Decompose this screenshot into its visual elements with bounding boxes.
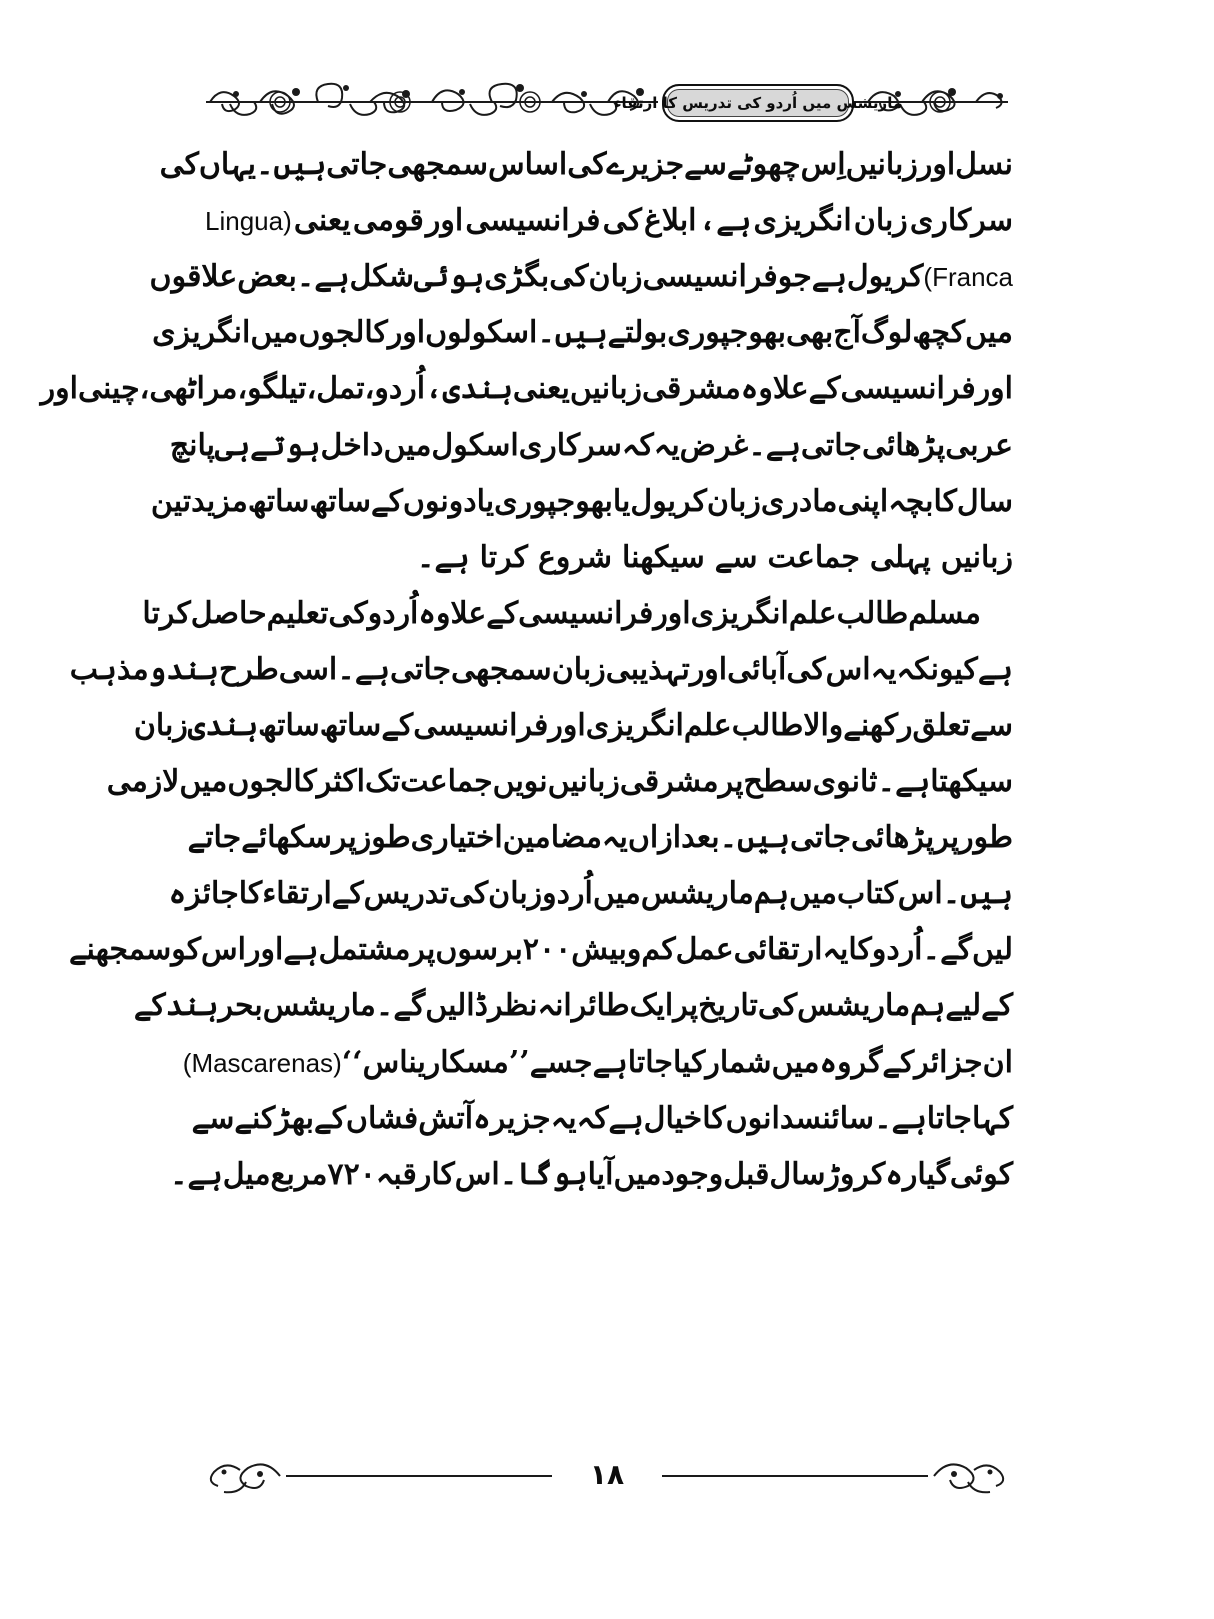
text-word: جو (777, 259, 812, 295)
text-word: جماعت (767, 539, 860, 575)
text-word: کروڑ (825, 1156, 886, 1192)
text-word: تدریس (363, 876, 449, 912)
text-word: ایک (629, 988, 674, 1024)
page-footer (200, 1452, 1014, 1500)
text-word: کے (331, 876, 364, 912)
text-word: کہا (971, 1100, 1013, 1136)
text-word: دونوں (402, 483, 477, 519)
text-word: ہم (753, 876, 790, 912)
text-word: طور (959, 820, 1013, 856)
text-word: ہے، (698, 203, 752, 239)
text-word: اور (689, 651, 728, 687)
text-word: اپنی (837, 483, 889, 519)
text-word: بعد (681, 820, 720, 856)
text-word: جاتی (800, 427, 862, 463)
text-word: اور (246, 932, 284, 968)
text-word: تہذیبی (605, 651, 690, 687)
text-word: یا (612, 483, 631, 519)
text-line (182, 1035, 1013, 1091)
text-word: کہ (576, 1100, 609, 1136)
text-word: طوز (356, 820, 411, 856)
text-word: نظر (487, 988, 538, 1024)
text-word: پانچ (169, 427, 216, 463)
text-word: زبان (551, 651, 606, 687)
text-word: اسی (278, 651, 338, 687)
text-line (150, 474, 1013, 530)
text-word: کی (602, 203, 642, 239)
text-word: انگریزی (753, 203, 852, 239)
text-word: ارتقاء (262, 876, 332, 912)
text-word: ہے (283, 932, 319, 968)
text-word: تمل، (306, 371, 365, 407)
text-word: کہ (621, 427, 654, 463)
text-word: میل (222, 1156, 271, 1192)
text-word: تک (365, 764, 401, 800)
text-word: جزائر (914, 1044, 983, 1080)
text-word: ڈالیں (425, 988, 488, 1024)
text-word: اس (897, 876, 943, 912)
text-word: والا (803, 707, 844, 743)
text-line (205, 193, 1013, 249)
text-word: جاتی (326, 147, 388, 183)
text-word: سال (769, 1156, 826, 1192)
text-word: فرانسیسی (518, 595, 654, 631)
text-word: اس (201, 932, 246, 968)
text-word: سکھائے (241, 820, 332, 856)
text-word: تین (150, 483, 192, 519)
text-word: گے۔ (375, 988, 426, 1024)
text-word: جاتا (627, 1044, 673, 1080)
text-word: مادری (760, 483, 838, 519)
text-word: فرانسیسی (413, 707, 549, 743)
text-word: ہے (608, 1100, 644, 1136)
text-word: کالجوں (227, 764, 317, 800)
text-word: یہاں (198, 147, 256, 183)
text-line (187, 810, 1013, 866)
text-word: میں (771, 1044, 820, 1080)
text-word: کیونکہ (896, 651, 978, 687)
text-word: کریول (630, 483, 707, 519)
text-word: زبان (706, 483, 761, 519)
header-title: ماریشس میں اُردو کی تدریس کا ارتقاء (613, 94, 903, 112)
text-word: مذہب (69, 651, 149, 687)
text-word: اُردو (542, 876, 593, 912)
text-word: آتش (418, 1100, 474, 1136)
text-word: بھوجپوری (494, 483, 613, 519)
text-word: کی (328, 595, 368, 631)
text-word: سرکاری (909, 203, 1013, 239)
text-word: پڑھائی (851, 820, 935, 856)
text-word: تیلگو، (237, 371, 307, 407)
text-word: جاتی (389, 651, 452, 687)
text-word: جزیرہ (473, 1100, 551, 1136)
text-word: جاتا (926, 1100, 972, 1136)
text-word: بھوجپوری (667, 315, 787, 351)
text-word: سائنسدانوں (725, 1100, 875, 1136)
text-word: ہندی (187, 707, 259, 743)
text-word: و (626, 932, 642, 968)
text-line (169, 1147, 1013, 1203)
text-word: زبان (853, 203, 908, 239)
text-word: ہے۔ (296, 259, 350, 295)
text-word: مضامین (502, 820, 602, 856)
header-title-cartouche (613, 84, 903, 122)
text-word: ہے۔ (877, 764, 931, 800)
text-word: قبل (723, 1156, 770, 1192)
text-word: سرکاری (518, 427, 622, 463)
text-word: اور (653, 595, 691, 631)
text-word: طالب (836, 595, 909, 631)
text-word: پر (331, 820, 357, 856)
text-word: شروع (537, 539, 613, 575)
text-word: فرانسیسی (465, 203, 601, 239)
text-word: اور (387, 315, 426, 351)
text-line (191, 1091, 1013, 1147)
text-word: رکھنے (843, 707, 913, 743)
text-word: بولتے (607, 315, 668, 351)
text-word: پر (673, 988, 699, 1024)
text-word: ۷۲۰ (327, 1156, 376, 1192)
text-word: فشاں (345, 1100, 419, 1136)
text-word: کی (159, 147, 199, 183)
text-word: ہوئی (413, 259, 485, 295)
text-line (169, 417, 1013, 473)
text-word: ہے۔ (169, 1156, 223, 1192)
text-word: برسوں (435, 932, 523, 968)
text-word: ازاں (627, 820, 682, 856)
text-line (133, 698, 1013, 754)
text-word: گے۔ (922, 932, 972, 968)
text-word: سیکھنا (622, 539, 705, 575)
text-line (152, 305, 1013, 361)
text-word: کالجوں (298, 315, 388, 351)
text-word: لیے (945, 988, 982, 1024)
text-word: زبانیں (569, 371, 643, 407)
text-word: رقبہ (375, 1156, 432, 1192)
text-word: کرتا (142, 595, 191, 631)
text-word: وجود (661, 1156, 724, 1192)
text-word: اختیاری (410, 820, 503, 856)
text-word: اُردو، (364, 371, 426, 407)
text-word: بھی (786, 315, 834, 351)
text-word: کا (848, 932, 872, 968)
text-word: علاقوں (149, 259, 238, 295)
text-word: زبان (133, 707, 188, 743)
text-word: مسلم (908, 595, 981, 631)
text-word: کے (882, 1044, 915, 1080)
text-word: ہیں۔ (255, 147, 327, 183)
text-word: کی (567, 147, 607, 183)
text-word: کی (549, 259, 589, 295)
text-word: سال (956, 483, 1013, 519)
text-word: (Lingua (205, 206, 292, 237)
text-word: سمجھنے (68, 932, 172, 968)
text-word: طرح (218, 651, 279, 687)
text-word: لازمی (106, 764, 180, 800)
text-word: چھوٹے (726, 147, 801, 183)
text-word: میں (789, 876, 837, 912)
text-word: (Mascarenas) (182, 1047, 342, 1078)
text-word: سمجھی (387, 147, 489, 183)
text-word: ہیں۔ (537, 315, 608, 351)
text-word: گیارہ (885, 1156, 950, 1192)
text-word: یہ (822, 932, 849, 968)
text-word: زبانیں (547, 764, 620, 800)
text-word: مشتمل (318, 932, 411, 968)
text-word: زبانیں (845, 147, 918, 183)
text-word: مربع (270, 1156, 328, 1192)
text-word: طالب (731, 707, 804, 743)
text-word: لوگ (860, 315, 913, 351)
text-word: تعلیم (266, 595, 329, 631)
text-word: ہیں۔ (719, 820, 790, 856)
text-word: ہے۔ (748, 427, 801, 463)
text-word: کی (757, 988, 798, 1024)
text-line (159, 137, 1013, 193)
text-word: اُردو (871, 932, 923, 968)
text-word: کے (314, 1100, 346, 1136)
text-word: بعض (237, 259, 297, 295)
text-word: یعنی (293, 203, 351, 239)
text-word: تعلق (912, 707, 971, 743)
text-word: مشرقی (642, 371, 741, 407)
text-word: علم (788, 595, 837, 631)
text-word: اور (548, 707, 586, 743)
text-word: ہوتے (250, 427, 321, 463)
text-word: حاصل (190, 595, 267, 631)
text-word: میں (179, 764, 228, 800)
text-word: یعنی (512, 371, 570, 407)
text-word: میں (592, 876, 641, 912)
text-word: بچہ (888, 483, 934, 519)
text-word: علاوہ (418, 595, 487, 631)
text-word: سے (714, 539, 758, 575)
text-word: یہ (870, 651, 897, 687)
text-word: پڑھائی (861, 427, 946, 463)
text-word: یہ (653, 427, 680, 463)
text-word: کے (381, 707, 414, 743)
text-word: نویں (492, 764, 548, 800)
text-line (168, 866, 1013, 922)
text-word: ساتھ (319, 707, 382, 743)
text-word: کم (641, 932, 676, 968)
text-word: ساتھ (309, 483, 372, 519)
text-word: ابلاغ (644, 203, 697, 239)
text-word: کے (808, 371, 841, 407)
text-word: خیال (643, 1100, 703, 1136)
text-word: قومی (352, 203, 424, 239)
text-word: علاوہ (740, 371, 809, 407)
text-word: عمل (675, 932, 734, 968)
text-word: کیا (672, 1044, 706, 1080)
text-line (69, 642, 1013, 698)
text-word: سے (684, 147, 727, 183)
text-word: ہے۔ (416, 539, 470, 575)
text-word: ہوگا۔ (499, 1156, 588, 1192)
text-word: ہے (811, 259, 847, 295)
text-line (68, 922, 1013, 978)
text-word: ماریشس (797, 988, 911, 1024)
text-word: اور (40, 371, 78, 407)
text-word: ساتھ (258, 707, 320, 743)
text-word: سمجھی (451, 651, 552, 687)
text-word: جزیرے (606, 147, 685, 183)
text-word: کی (786, 651, 826, 687)
text-word: ان (982, 1044, 1013, 1080)
text-word: زبانیں (940, 539, 1013, 575)
text-line (142, 586, 1013, 642)
text-word: سے (970, 707, 1013, 743)
text-word: اکثر (316, 764, 366, 800)
text-word: میں (383, 427, 432, 463)
text-word: جماعت (400, 764, 493, 800)
text-word: چینی (77, 371, 140, 407)
text-line (149, 249, 1013, 305)
text-word: کے (981, 988, 1013, 1024)
text-line (133, 978, 1013, 1034)
text-word: بھڑکنے (234, 1100, 315, 1136)
text-line (205, 530, 1013, 586)
text-word: میں (613, 1156, 662, 1192)
text-word: اساس (488, 147, 568, 183)
text-line (40, 361, 1013, 417)
text-word: کا (431, 1156, 455, 1192)
text-word: ہے (592, 1044, 628, 1080)
text-word: غرض (679, 427, 749, 463)
text-word: میں (250, 315, 299, 351)
text-word: ماریشس (640, 876, 754, 912)
text-word: علم (683, 707, 732, 743)
text-word: پر (718, 764, 744, 800)
paragraph-1 (40, 137, 1013, 586)
text-word: ساتھ (247, 483, 310, 519)
text-word: ہے۔ (874, 1100, 927, 1136)
text-word: اسکولوں (425, 315, 538, 351)
text-line (106, 754, 1013, 810)
text-word: اور (917, 147, 956, 183)
text-word: ہندو (148, 651, 219, 687)
text-word: اِس (800, 147, 846, 183)
text-word: کی (448, 876, 489, 912)
text-word: بیش (571, 932, 627, 968)
text-word: فرانسیسی (840, 371, 976, 407)
text-word: پر (934, 820, 960, 856)
paragraph-2 (68, 586, 1013, 1203)
text-word: طائرانہ (537, 988, 630, 1024)
text-word: کرتا (479, 539, 528, 575)
text-word: اس (825, 651, 871, 687)
text-word: کو (171, 932, 202, 968)
text-word: کوئی (949, 1156, 1013, 1192)
text-word: جائزہ (168, 876, 239, 912)
text-word: پر (410, 932, 436, 968)
text-word: جاتی (789, 820, 851, 856)
text-word: سطح (743, 764, 813, 800)
text-word: سے (191, 1100, 235, 1136)
text-word: ہیں۔ (942, 876, 1013, 912)
text-word: کے (486, 595, 519, 631)
text-word: جاتے (187, 820, 242, 856)
text-word: آبائی (727, 651, 787, 687)
text-word: نسل (955, 147, 1013, 183)
text-word: شمار (705, 1044, 772, 1080)
text-word: ہے (977, 651, 1013, 687)
text-word: ’’مسکاریناس‘‘ (341, 1044, 530, 1080)
text-word: بحر (218, 988, 263, 1024)
text-word: آیا (587, 1156, 614, 1192)
text-word: زبان (488, 876, 543, 912)
text-word: ۲۰۰ (522, 932, 572, 968)
text-word: اس (454, 1156, 500, 1192)
text-word: مشرقی (619, 764, 719, 800)
text-word: اُردو (367, 595, 419, 631)
text-word: پہلی (869, 539, 931, 575)
text-word: ہندی، (425, 371, 513, 407)
text-word: انگریزی (152, 315, 251, 351)
running-header (200, 74, 1014, 130)
text-word: کتاب (837, 876, 898, 912)
text-word: بگڑی (484, 259, 550, 295)
text-word: شکل (349, 259, 414, 295)
text-word: ہم (910, 988, 946, 1024)
text-word: ہند (165, 988, 219, 1024)
text-word: مراٹھی، (139, 371, 238, 407)
text-word: سیکھتا (930, 764, 1013, 800)
text-word: یہ (550, 1100, 577, 1136)
text-word: Franca) (923, 262, 1013, 293)
text-word: کریول (846, 259, 924, 295)
text-word: زبان (588, 259, 643, 295)
text-word: ماریشس (262, 988, 376, 1024)
text-word: داخل (320, 427, 384, 463)
text-word: تاریخ (698, 988, 758, 1024)
text-word: آج (833, 315, 861, 351)
text-word: کا (238, 876, 263, 912)
text-word: یہ (601, 820, 628, 856)
text-word: جسے (529, 1044, 593, 1080)
page-number: ۱۸ (589, 1458, 625, 1491)
text-word: انگریزی (585, 707, 684, 743)
text-word: اسکول (431, 427, 519, 463)
text-word: عربی (945, 427, 1013, 463)
text-word: کے (133, 988, 166, 1024)
text-word: کا (933, 483, 957, 519)
text-word: کے (371, 483, 403, 519)
body-text (40, 137, 1013, 1203)
text-word: ہی (215, 427, 251, 463)
text-word: اور (425, 203, 464, 239)
text-word: کا (702, 1100, 726, 1136)
text-word: ارتقائی (733, 932, 823, 968)
text-word: انگریزی (690, 595, 789, 631)
text-word: اور (975, 371, 1013, 407)
text-word: کچھ (912, 315, 966, 351)
text-word: یا (476, 483, 495, 519)
text-word: لیں (971, 932, 1013, 968)
text-word: فرانسیسی (642, 259, 778, 295)
text-word: میں (965, 315, 1013, 351)
text-word: مزید (191, 483, 248, 519)
text-word: ثانوی (812, 764, 878, 800)
text-word: گروہ (819, 1044, 883, 1080)
text-word: ہے۔ (337, 651, 390, 687)
